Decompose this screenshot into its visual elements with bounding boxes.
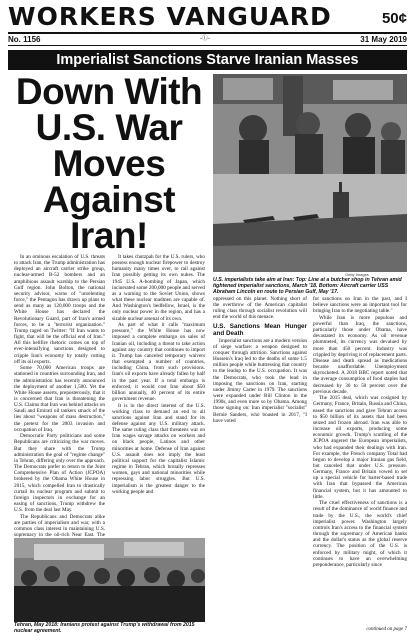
headline-line: Against Iran! [42, 179, 176, 256]
protest-photo-illustration [14, 538, 205, 622]
paragraph: Democratic Party politicians and some Republicans are criticizing the war moves. But they share with the Trump administration the goal of "regime change" in Tehran, differing only over the approach. The Democrats prefer to return to the Joint Comprehensive Plan of Action (JCPOA) brokered by the Obama White House in 2015, which compelled Iran to drastically curtail its nuclear program and submit to foreign inspectors in exchange for an easing of sanctions. Trump withdrew the U.S. from the deal last May. [14, 433, 105, 514]
top-photo [213, 74, 407, 272]
paragraph: It takes chutzpah for the U.S. rulers, who possess enough nuclear firepower to destroy humanity many times over, to rail against Iran possibly getting its own nukes. The 1945 U.S. A-bombing of Japan, which incinerated some 200,000 people and served as a warning to the Soviet Union, shows what these nuclear madmen are capable of. And Washington's bedfellow, Israel, is the only nuclear power in the region, and has a sizable nuclear arsenal of its own. [112, 254, 205, 322]
headline-line: Down With [15, 71, 203, 112]
top-photo-caption: U.S. imperialists take aim at Iran: Top: Line at a butcher shop in Tehran amid tightened imperialist sanctions, March '18. Bottom: Aircraft carrier USS Abraham Lincoln en route to Persian Gulf, May '17. [213, 277, 402, 295]
paragraph: Imperialist sanctions are a modern version of siege warfare: a weapon designed to conquer through attrition. Sanctions against Hussein's Iraq led to the deaths of some 1.5 million people while buttressing that country to the leadup to the U.S. occupation. It was the Democrats, who took the lead in imposing the sanctions on Iran, starting under Jimmy Carter in 1979. The sanctions were expanded under Bill Clinton in the 1990s, and even more so by Obama. Among those signing on: Iran imperialist "socialist" Bernie Sanders, who boasted in 2017, "I have voted [213, 337, 308, 424]
article-column-1 [14, 254, 105, 539]
issue-number: No. 1156 [8, 35, 41, 44]
paragraph: As part of what it calls "maximum pressure," the White House has now imposed a complete embargo on sales of Iranian oil, including a threat to take action against any country that continues to import it. Trump has canceled temporary waivers that exempted a number of countries, including China, from such provisions. Iran's oil exports have already fallen by half in the past year. If a total embargo is enforced, it would cost Iran about $50 billion annually, 40 percent of its entire government revenue. [112, 322, 205, 402]
paragraph: The 2015 deal, which was cosigned by Germany, France, Britain, Russia and China, eased the sanctions and gave Tehran access to $50 billion of its assets that had been seized and frozen abroad. Iran was able to increase oil exports, producing some economic growth. Trump's scuttling of the JCPOA angered the European imperialists, who had expanded their dealings with Iran. For example, the French company Total had begun to develop a major Iranian gas field, but canceled that under U.S. pressure. Germany, France and Britain vowed to set up a special vehicle for barter-based trade with Iran that bypassed the American financial system, but it has amounted to little. [313, 395, 407, 500]
article-column-2 [112, 254, 205, 534]
banner-headline: Imperialist Sanctions Starve Iranian Masses [8, 50, 407, 70]
article-column-4 [313, 296, 407, 626]
photo-credit: Getty Images [345, 272, 369, 277]
paragraph: for sanctions on Iran in the past, and I believe sanctions were an important tool for bringing Iran to the negotiating table." [313, 296, 407, 315]
newspaper-title: WORKERS VANGUARD [8, 2, 332, 31]
paragraph: oppressed on this planet. Nothing short of the overthrow of the American capitalist ruling class through socialist revolution will end the world of this menace. [213, 296, 307, 321]
headline-line: U.S. War Moves [35, 107, 183, 184]
paragraph: The Republicans and Democrats alike are parties of imperialism and war, with a common class interest in maintaining U.S. supremacy in the oil-rich Near East. The [14, 513, 105, 539]
masthead [8, 4, 407, 30]
article-column-3 [213, 296, 307, 633]
bottom-photo [14, 538, 205, 622]
issue-bar [8, 32, 407, 46]
photo-illustration [213, 74, 407, 272]
subheading: U.S. Sanctions Mean Hunger and Death [213, 322, 307, 338]
continued-link[interactable]: continued on page 7 [366, 627, 407, 632]
paragraph: It is in the direct interest of the U.S. working class to demand an end to all sanctions against Iran and stand for its defense against any U.S. military attack. The same ruling class that threatens war on Iran wages savage attacks on workers and on black people, Latinos and other minorities at home. Defense of Iran against U.S. assault does not imply the least political support for the capitalist Islamic regime in Tehran, which brutally represses women, gays and national minorities while repressing labor struggles. But U.S. imperialism is the greatest danger to the working people and [112, 402, 205, 495]
paragraph: Some 70,000 American troops are stationed in countries surrounding Iran, and the administration has recently announced the deployment of another 1,500. Yet the White House asserts, preposterously, that it is concerned that Iran is threatening the U.S. Claims that Iran was behind attacks on Saudi and Emirati oil tankers smack of the lies about "weapons of mass destruction," the pretext for the 2003 invasion and occupation of Iraq. [14, 365, 105, 433]
issue-date: 31 May 2019 [360, 35, 407, 44]
main-headline [14, 71, 204, 256]
union-bug-icon: -Ⓛ- [200, 36, 210, 42]
paragraph: In an ominous escalation of U.S. threats to attack Iran, the Trump administration has deployed an aircraft carrier strike group, nuclear-armed B-52 bombers and an amphibious assault warship to the Persian Gulf region. John Bolton, the national security advisor, warns of "unrelenting force," the Pentagon has drawn up plans to send as many as 120,000 troops and the White House has declared the Revolutionary Guard, part of Iran's armed forces, to be a "terrorist organization." Trump raged on Twitter: "If Iran wants to fight, that will be the official end of Iran." All this hellfire rhetoric comes on top of ever-intensifying sanctions designed to cripple Iran's economy by totally cutting off its oil exports. [14, 254, 105, 365]
bottom-photo-caption: Tehran, May 2018: Iranians protest against Trump's withdrawal from 2015 nuclear agreement. [14, 622, 195, 634]
paragraph: While Iran is more populous and powerful than Iraq, the sanctions, particularly those under Obama, have devastated its economy. As oil revenue plummeted, its currency was devalued by more than 450 percent. Industry was crippled by depriving it of replacement parts. Disease and death spread as medications became unaffordable. Unemployment skyrocketed. A 2018 BBC report noted that the average consumption of food staples had decreased by 30 to 50 percent over the previous decade. [313, 314, 407, 395]
paragraph: The cruel effectiveness of sanctions is a result of the dominance of world finance and trade by the U.S., the world's chief imperialist power. Washington largely controls Iran's access to the financial system through the supremacy of American banks and the dollar's status as the global reserve currency. The position of the U.S. is enforced by military might, of which it continues to have an overwhelming preponderance, particularly since [313, 500, 407, 568]
price: 50¢ [381, 10, 407, 27]
